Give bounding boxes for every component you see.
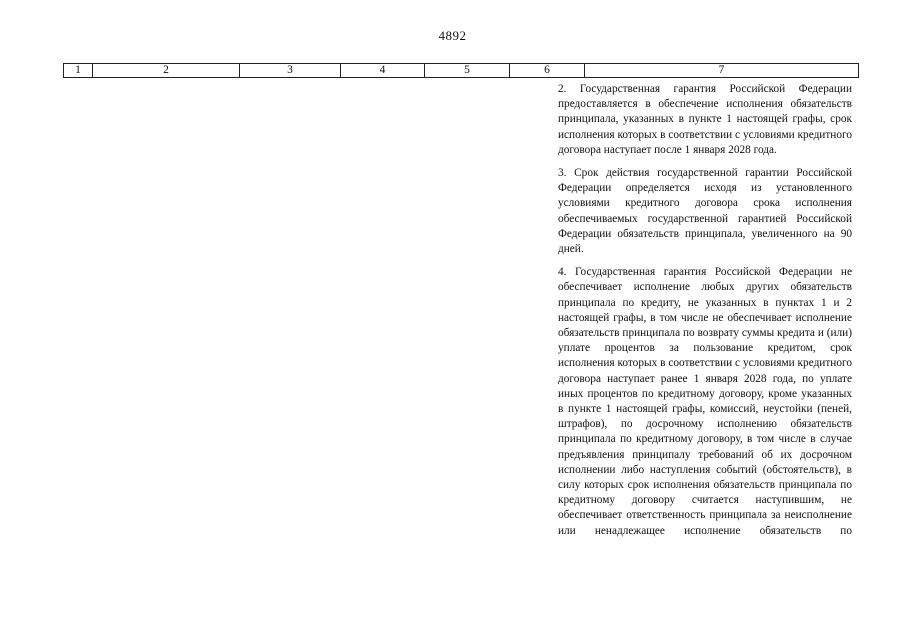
column-number-3: 3 — [240, 64, 341, 78]
column-number-6: 6 — [510, 64, 585, 78]
column-number-1: 1 — [64, 64, 93, 78]
column-number-2: 2 — [93, 64, 240, 78]
column-number-row — [64, 64, 859, 78]
paragraph-2: 2. Государственная гарантия Российской Федерации предоставляется в обеспечение исполнения обязательств принципала, указанных в пункте 1 настоящей графы, срок исполнения которых в соответствии с условиями кредитного договора наступает после 1 января 2028 года. — [558, 83, 852, 156]
column-number-5: 5 — [425, 64, 510, 78]
paragraph-3: 3. Срок действия государственной гарантии Российской Федерации определяется исходя из установленного условиями кредитного договора срока исполнения обеспечиваемых государственной гарантией Российской Федерации обязательств принципала, увеличенного на 90 дней. — [558, 167, 852, 256]
page-number: 4892 — [438, 28, 467, 43]
column-7-content — [558, 82, 852, 547]
column-header-table — [63, 63, 859, 78]
column-number-4: 4 — [341, 64, 425, 78]
paragraph-4: 4. Государственная гарантия Российской Федерации не обеспечивает исполнение любых других обязательств принципала по кредиту, не указанных в пунктах 1 и 2 настоящей графы, в том числе не обеспечивает исполнение обязательств принципала по возврату суммы кредита и (или) уплате процентов за пользование кредитом, срок исполнения которых в соответствии с условиями кредитного договора наступает ранее 1 января 2028 года, по уплате иных процентов по кредитному договору, кроме указанных в пункте 1 настоящей графы, комиссий, неустойки (пеней, штрафов), по досрочному исполнению обязательств принципала по кредитному договору, в том числе в случае предъявления принципалу требований об их досрочном исполнении либо наступления событий (обстоятельств), в силу которых срок исполнения обязательств принципала по кредитному договору считается наступившим, не обеспечивает ответственность принципала за неисполнение или ненадлежащее исполнение обязательств по — [558, 266, 852, 537]
column-number-7: 7 — [585, 64, 859, 78]
